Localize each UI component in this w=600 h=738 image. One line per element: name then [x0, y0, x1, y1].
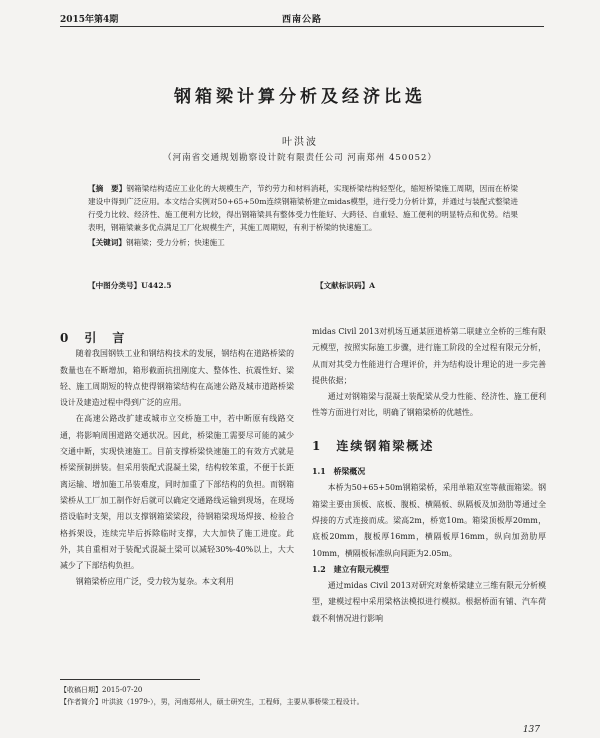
paragraph: 在高速公路改扩建或城市立交桥施工中，若中断原有线路交通，将影响周围道路交通状况。因此，桥梁施工需要尽可能的减少交通中断，实现快速施工。目前支撑桥梁快速施工的有效方式就是桥梁预制拼装。但采用装配式混凝土梁，结构较笨重，不便于长距离运输、增加施工吊装难度，同时加重了下部结构的负担。而钢箱梁桥从工厂加工制作好后就可以确定交通路线运输到现场，在现场搭设临时支架，用以支撑钢箱梁梁段，待钢箱梁现场焊接、检验合格拆架设，连续完毕后拆除临时支撑，大大加快了施工进度。此外，其自重相对于装配式混凝土梁可以减轻30%-40%以上，大大减少了下部结构负担。: [60, 414, 294, 571]
abstract-paragraph: [88, 182, 518, 234]
abstract-text: 钢箱梁结构适应工业化的大规模生产，节约劳力和材料消耗，实现桥梁结构轻型化，缩短桥梁施工周期，因而在桥梁建设中得到广泛应用。本文结合实例对50+65+50m连续钢箱梁桥建立midas模型，进行受力分析计算，并通过与装配式整梁进行受力比较、经济性、施工便利方比较，得出钢箱梁具有整体受力性能好、大跨径、自重轻、施工便利的明显特点和优势。结果表明，钢箱梁兼多优点满足工厂化规模生产，其施工周期短，有利于桥梁的快速施工。: [88, 184, 518, 232]
clc-label: 【中图分类号】: [88, 281, 142, 290]
section-0-number: 0: [60, 331, 71, 345]
keywords-paragraph: [88, 236, 518, 249]
footnotes: [60, 684, 540, 708]
keywords-text: 钢箱梁；受力分析；快速施工: [125, 238, 225, 247]
right-column: [312, 324, 546, 627]
left-column: [60, 330, 294, 591]
section-1-heading: [312, 438, 546, 454]
paragraph: 通过midas Civil 2013对研究对象桥梁建立三维有限元分析模型，建模过程中采用梁格法模拟进行模拟。根据桥面有铺、汽车荷载不利情况进行影响: [312, 581, 546, 623]
keywords-label: 【关键词】: [88, 238, 126, 247]
page-number: 137: [522, 725, 540, 735]
issue-label: 2015年第4期: [60, 15, 119, 25]
doc-code-value: A: [369, 281, 376, 290]
paragraph: midas Civil 2013对机场互通某匝道桥第二联建立全桥的三维有限元模型，按照实际施工步骤，进行施工阶段的全过程有限元分析，从而对其受力性能进行合理评价，并为结构设计理论的进一步完善提供依据；: [312, 327, 546, 385]
subsection-number: 1.1: [312, 467, 326, 477]
classification-row: [88, 280, 518, 291]
author-bio: 【作者简介】叶洪波（1979-），男，河南郑州人，硕士研究生，工程师，主要从事桥梁工程设计。: [60, 698, 364, 706]
doc-code-label: 【文献标识码】: [316, 281, 370, 290]
abstract-block: [88, 182, 518, 249]
affiliation: （河南省交通规划勘察设计院有限责任公司 河南郑州 450052）: [163, 153, 437, 163]
paragraph: 钢箱梁桥应用广泛，受力较为复杂。本文利用: [75, 577, 234, 587]
paper-title: 钢箱梁计算分析及经济比选: [174, 87, 426, 107]
author-name: 叶洪波: [282, 137, 318, 148]
received-date: 【收稿日期】2015-07-20: [60, 686, 143, 694]
journal-name: 西南公路: [281, 15, 322, 25]
subsection-number: 1.2: [312, 564, 326, 574]
section-1-title: 连续钢箱梁概述: [336, 438, 435, 453]
abstract-label: 【摘 要】: [88, 184, 127, 193]
subsection-title: 桥梁概况: [333, 467, 366, 477]
paragraph: 本桥为50+65+50m钢箱梁桥，采用单箱双室等截面箱梁。钢箱梁主要由顶板、底板、腹板、横隔板、纵隔板及加劲肋等通过全焊接的方式连接而成。梁高2m，桥宽10m。箱梁顶板厚20mm，底板20mm，腹板厚16mm，横隔板厚16mm，纵向加劲肋厚10mm，横隔板标准纵向间距为2.05m。: [312, 483, 546, 558]
footnote-divider: [60, 679, 200, 680]
subsection-1-2-heading: [312, 562, 546, 578]
paragraph: 随着我国钢铁工业和钢结构技术的发展，钢结构在道路桥梁的数量也在不断增加，箱形截面抗扭刚度大、整体性、抗震性好、梁轻、施工周期短的特点使得钢箱梁结构在高速公路及城市道路桥梁设计及建造过程中得到广泛的应用。: [60, 349, 294, 408]
paragraph: 通过对钢箱梁与混凝土装配梁从受力性能、经济性、施工便利性等方面进行对比，明确了钢箱梁桥的优越性。: [312, 392, 546, 418]
running-header: [60, 12, 544, 27]
subsection-1-1-heading: [312, 464, 546, 480]
section-1-number: 1: [312, 438, 323, 453]
section-0-heading: [60, 330, 294, 346]
subsection-title: 建立有限元模型: [333, 564, 389, 574]
clc-value: U442.5: [141, 281, 172, 290]
section-0-title: 引 言: [84, 331, 127, 345]
